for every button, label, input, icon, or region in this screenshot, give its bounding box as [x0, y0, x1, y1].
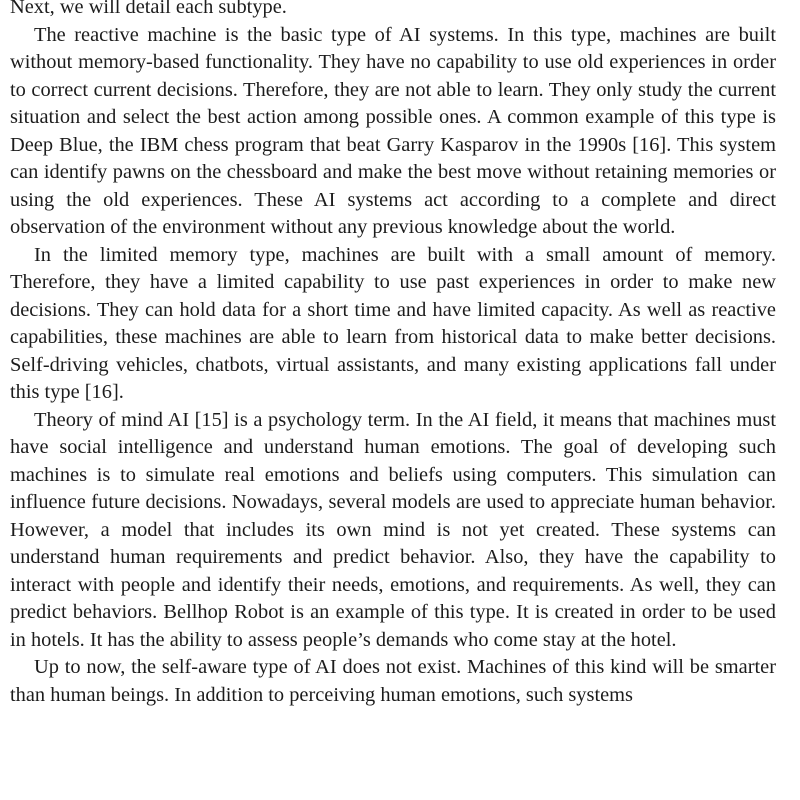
paragraph-limited-memory: In the limited memory type, machines are built with a small amount of memory. Therefore, they have a limited capability to use past experiences in order to make new decisions. They can hold data for a short time and have limited capacity. As well as reactive capabilities, these machines are able to learn from historical data to make better decisions. Self-driving vehicles, chatbots, virtual assistants, and many existing applications fall under this type [16].: [10, 243, 776, 403]
paragraph-theory-of-mind: Theory of mind AI [15] is a psychology term. In the AI field, it means that machines must have social intelligence and understand human emotions. The goal of developing such machines is to simulate real emotions and beliefs using computers. This simulation can influence future decisions. Nowadays, several models are used to appreciate human behavior. However, a model that includes its own mind is not yet created. These systems can understand human requirements and predict behavior. Also, they have the capability to interact with people and identify their needs, emotions, and requirements. As well, they can predict behaviors. Bellhop Robot is an example of this type. It is created in order to be used in hotels. It has the ability to assess people’s demands who come stay at the hotel.: [10, 408, 776, 651]
paragraph-intro: Next, we will detail each subtype.: [10, 0, 287, 18]
paragraph-reactive-machine: The reactive machine is the basic type of AI systems. In this type, machines are built without memory-based functionality. They have no capability to use old experiences in order to correct current decisions. Therefore, they are not able to learn. They only study the current situation and select the best action among possible ones. A common example of this type is Deep Blue, the IBM chess program that beat Garry Kasparov in the 1990s [16]. This system can identify pawns on the chessboard and make the best move without retaining memories or using the old experiences. These AI systems act according to a complete and direct observation of the environment without any previous knowledge about the world.: [10, 23, 776, 238]
paragraph-self-aware: Up to now, the self-aware type of AI does not exist. Machines of this kind will be smarter than human beings. In addition to perceiving human emotions, such systems: [10, 656, 776, 706]
